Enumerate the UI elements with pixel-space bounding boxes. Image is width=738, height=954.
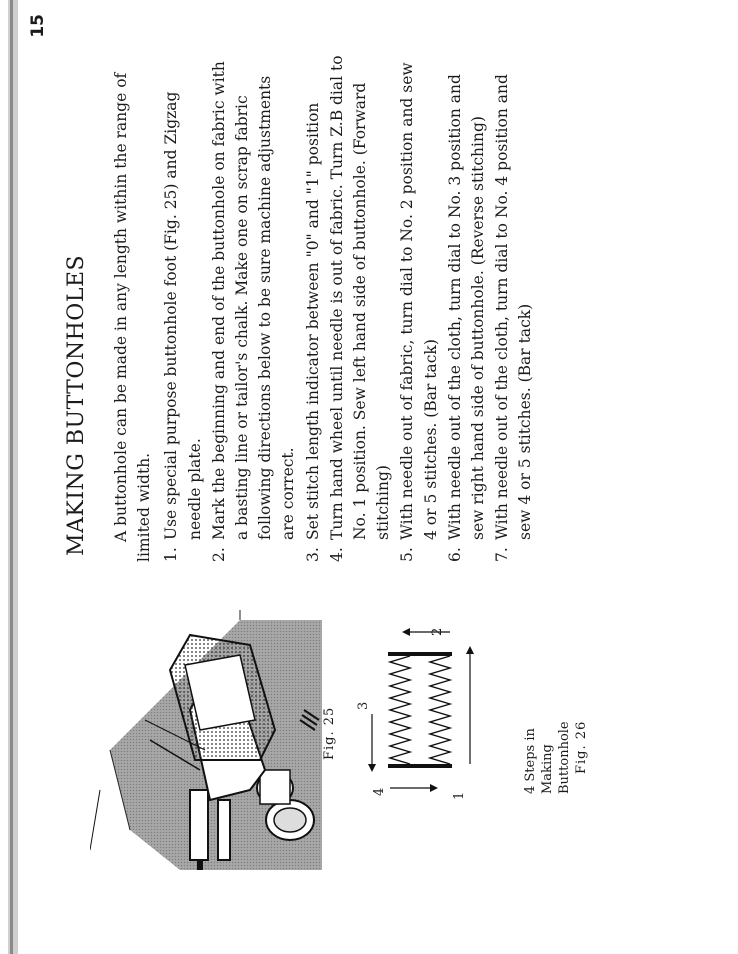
fig25-caption: Fig. 25 — [322, 706, 337, 760]
step-item — [396, 52, 442, 562]
step-item — [326, 52, 396, 562]
step-text: Set stitch length indicator between "0" and "1" position — [303, 102, 322, 540]
step-number: 1. — [162, 547, 181, 562]
steps-list — [160, 52, 537, 562]
step-number: 4. — [327, 547, 346, 562]
step-number: 6. — [445, 547, 464, 562]
step-label-2: 2 — [430, 627, 445, 636]
scan-edge-strip — [8, 0, 18, 954]
step-number: 2. — [209, 547, 228, 562]
instructions-text — [110, 52, 539, 562]
intro-paragraph: A buttonhole can be made in any length within the range of limited width. — [112, 72, 154, 562]
buttonhole-foot-illustration — [90, 610, 322, 870]
step-label-3: 3 — [356, 701, 371, 710]
step-number: 5. — [398, 547, 417, 562]
step-number: 3. — [303, 547, 322, 562]
step-number: 7. — [493, 547, 512, 562]
page-number: 15 — [28, 14, 48, 38]
fig26-caption-line: 4 Steps in — [523, 728, 538, 794]
fig26-caption — [522, 654, 590, 794]
step-item — [302, 52, 325, 562]
step-text: Mark the beginning and end of the buttonhole on fabric with a basting line or tailor's chalk. Make one on scrap fabric following directions below to be sure machine adjustments are correct. — [209, 61, 298, 540]
step-text: With needle out of the cloth, turn dial to No. 4 position and sew 4 or 5 stitches. (Bar tack) — [493, 74, 535, 540]
step-text: With needle out of fabric, turn dial to No. 2 position and sew 4 or 5 stitches. (Bar tack) — [398, 62, 440, 540]
step-label-4: 4 — [372, 787, 387, 796]
step-text: Use special purpose buttonhole foot (Fig. 25) and Zigzag needle plate. — [162, 91, 204, 540]
fig26-caption-line: Making — [540, 744, 555, 794]
step-label-1: 1 — [452, 791, 467, 800]
buttonhole-steps-diagram — [360, 604, 540, 804]
fig26-caption-line: Buttonhole — [557, 721, 572, 794]
step-item — [491, 52, 537, 562]
fig26-number: Fig. 26 — [574, 720, 589, 774]
step-item — [444, 52, 490, 562]
step-text: Turn hand wheel until needle is out of fabric. Turn Z.B dial to No. 1 position. Sew left hand side of buttonhole. (Forward stitching) — [327, 55, 393, 540]
step-item — [208, 52, 301, 562]
step-item — [160, 52, 206, 562]
step-text: With needle out of the cloth, turn dial to No. 3 position and sew right hand side of buttonhole. (Reverse stitching) — [445, 74, 488, 540]
page-title: MAKING BUTTONHOLES — [64, 254, 89, 556]
